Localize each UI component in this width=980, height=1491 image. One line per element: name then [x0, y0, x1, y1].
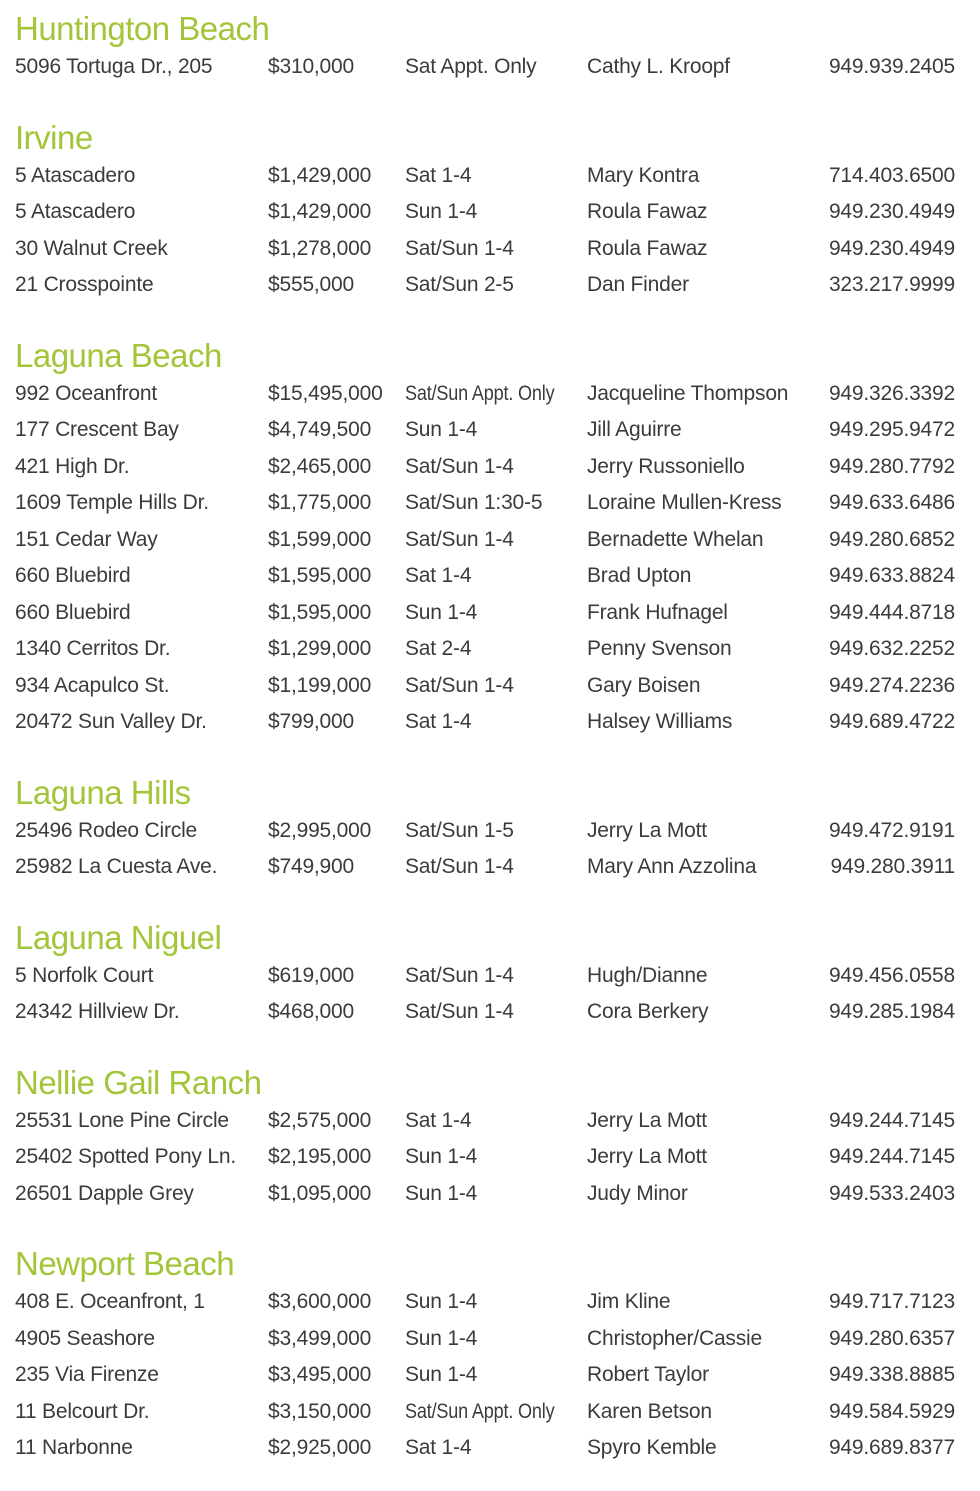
listing-time: Sat/Sun 1-4: [405, 1000, 514, 1024]
listing-agent: Loraine Mullen-Kress: [587, 491, 782, 515]
listing-agent: Jerry Russoniello: [587, 454, 745, 478]
listing-price: $555,000: [268, 273, 354, 297]
listing-agent: Jerry La Mott: [587, 818, 707, 842]
listing-phone: 949.280.3911: [830, 855, 955, 879]
listing-time: Sat 2-4: [405, 637, 472, 661]
listing-agent: Jill Aguirre: [587, 418, 682, 442]
listing-agent: Jerry La Mott: [587, 1145, 707, 1169]
listing-row: [15, 485, 955, 522]
listing-price: $1,299,000: [268, 637, 372, 661]
city-section: [15, 335, 955, 741]
listing-row: [15, 558, 955, 595]
section-rows: [15, 958, 955, 1031]
listing-phone: 949.472.9191: [828, 818, 955, 842]
listing-row: [15, 849, 955, 886]
listing-agent: Brad Upton: [587, 564, 692, 588]
listing-agent: Cathy L. Kroopf: [587, 55, 730, 79]
listing-phone: 949.230.4949: [828, 236, 955, 260]
listing-time: Sat/Sun 1-4: [405, 673, 514, 697]
listing-row: [15, 1176, 955, 1213]
section-rows: [15, 158, 955, 304]
city-section: [15, 1062, 955, 1213]
listing-agent: Karen Betson: [587, 1399, 712, 1423]
listing-agent: Gary Boisen: [587, 673, 701, 697]
listing-phone: 949.295.9472: [828, 418, 955, 442]
listing-phone: 949.689.8377: [828, 1436, 955, 1460]
listing-price: $1,199,000: [268, 673, 372, 697]
listing-row: [15, 595, 955, 632]
listing-address: 25402 Spotted Pony Ln.: [15, 1145, 236, 1169]
listing-address: 24342 Hillview Dr.: [15, 1000, 180, 1024]
listing-phone: 949.338.8885: [828, 1363, 955, 1387]
listing-address: 177 Crescent Bay: [15, 418, 179, 442]
listing-time: Sat 1-4: [405, 163, 472, 187]
listing-price: $4,749,500: [268, 418, 372, 442]
city-heading: Newport Beach: [15, 1245, 235, 1282]
listing-agent: Bernadette Whelan: [587, 527, 764, 551]
listing-time: Sun 1-4: [405, 200, 478, 224]
city-heading: Laguna Beach: [15, 336, 222, 374]
listing-price: $1,595,000: [268, 564, 372, 588]
city-heading: Irvine: [15, 118, 93, 156]
listing-address: 4905 Seashore: [15, 1326, 155, 1350]
listing-time: Sat/Sun 1:30-5: [405, 491, 543, 515]
listing-price: $1,599,000: [268, 527, 372, 551]
listing-phone: 949.689.4722: [828, 710, 955, 734]
listing-agent: Judy Minor: [587, 1181, 688, 1205]
listing-time: Sat/Sun 1-5: [405, 818, 514, 842]
listing-address: 5096 Tortuga Dr., 205: [15, 55, 213, 79]
listing-time: Sat/Sun 1-4: [405, 963, 514, 987]
listing-row: [15, 704, 955, 741]
listing-phone: 323.217.9999: [828, 273, 955, 297]
listing-time: Sat/Sun 1-4: [405, 454, 514, 478]
city-heading: Nellie Gail Ranch: [15, 1063, 262, 1101]
listing-phone: 949.285.1984: [828, 1000, 955, 1024]
listing-row: [15, 1357, 955, 1394]
listing-agent: Dan Finder: [587, 273, 689, 297]
listing-time: Sun 1-4: [405, 1290, 478, 1314]
listing-phone: 949.280.6357: [828, 1326, 955, 1350]
listing-price: $3,499,000: [268, 1326, 372, 1350]
listing-row: [15, 49, 955, 86]
listing-address: 408 E. Oceanfront, 1: [15, 1290, 205, 1314]
listing-address: 11 Belcourt Dr.: [15, 1399, 150, 1423]
listing-row: [15, 449, 955, 486]
listing-address: 25496 Rodeo Circle: [15, 818, 198, 842]
listing-time: Sat Appt. Only: [405, 55, 537, 79]
listing-address: 30 Walnut Creek: [15, 236, 168, 260]
listing-phone: 949.633.6486: [828, 491, 955, 515]
listing-row: [15, 1394, 955, 1431]
listing-phone: 949.939.2405: [828, 55, 955, 79]
listing-agent: Mary Kontra: [587, 163, 700, 187]
city-heading: Laguna Niguel: [15, 918, 222, 956]
listing-address: 5 Atascadero: [15, 163, 136, 187]
listing-agent: Jim Kline: [587, 1290, 671, 1314]
listing-price: $3,600,000: [268, 1290, 372, 1314]
listing-agent: Christopher/Cassie: [587, 1326, 762, 1350]
listing-agent: Spyro Kemble: [587, 1436, 717, 1460]
listing-row: [15, 1139, 955, 1176]
listing-address: 26501 Dapple Grey: [15, 1181, 194, 1205]
listing-price: $3,495,000: [268, 1363, 372, 1387]
listing-row: [15, 194, 955, 231]
city-heading: Huntington Beach: [15, 10, 270, 47]
listing-price: $3,150,000: [268, 1399, 372, 1423]
listing-price: $2,575,000: [268, 1108, 372, 1132]
listing-agent: Roula Fawaz: [587, 200, 708, 224]
listing-phone: 949.326.3392: [828, 381, 955, 405]
listing-agent: Mary Ann Azzolina: [587, 855, 757, 879]
listing-address: 1609 Temple Hills Dr.: [15, 491, 209, 515]
listing-phone: 949.230.4949: [828, 200, 955, 224]
section-rows: [15, 49, 955, 86]
listing-price: $1,278,000: [268, 236, 372, 260]
listing-address: 20472 Sun Valley Dr.: [15, 710, 207, 734]
listing-phone: 949.717.7123: [828, 1290, 955, 1314]
listing-price: $619,000: [268, 963, 354, 987]
listing-phone: 949.584.5929: [828, 1399, 955, 1423]
listing-price: $2,925,000: [268, 1436, 372, 1460]
listing-phone: 949.274.2236: [828, 673, 955, 697]
listing-price: $310,000: [268, 55, 354, 79]
listing-row: [15, 1284, 955, 1321]
listing-price: $1,429,000: [268, 163, 372, 187]
listing-time: Sat/Sun Appt. Only: [405, 381, 555, 405]
listing-row: [15, 631, 955, 668]
listing-row: [15, 1103, 955, 1140]
listing-phone: 949.244.7145: [828, 1145, 955, 1169]
listing-agent: Jerry La Mott: [587, 1108, 707, 1132]
listing-address: 421 High Dr.: [15, 454, 130, 478]
listing-price: $2,465,000: [268, 454, 372, 478]
listing-address: 934 Acapulco St.: [15, 673, 170, 697]
listing-time: Sat/Sun Appt. Only: [405, 1399, 555, 1423]
section-rows: [15, 1284, 955, 1467]
listing-row: [15, 376, 955, 413]
listing-time: Sun 1-4: [405, 1145, 478, 1169]
listing-address: 992 Oceanfront: [15, 381, 157, 405]
listing-row: [15, 158, 955, 195]
listing-address: 235 Via Firenze: [15, 1363, 159, 1387]
listing-address: 660 Bluebird: [15, 600, 131, 624]
listing-phone: 949.244.7145: [828, 1108, 955, 1132]
listing-time: Sat 1-4: [405, 1108, 472, 1132]
listing-address: 151 Cedar Way: [15, 527, 158, 551]
listing-time: Sat 1-4: [405, 1436, 472, 1460]
listing-phone: 714.403.6500: [828, 163, 955, 187]
listing-price: $2,195,000: [268, 1145, 372, 1169]
listing-price: $1,775,000: [268, 491, 372, 515]
listing-agent: Roula Fawaz: [587, 236, 708, 260]
listing-address: 1340 Cerritos Dr.: [15, 637, 171, 661]
city-heading: Laguna Hills: [15, 773, 191, 811]
listing-time: Sun 1-4: [405, 418, 478, 442]
listing-row: [15, 412, 955, 449]
listing-row: [15, 958, 955, 995]
listing-time: Sat/Sun 1-4: [405, 855, 514, 879]
section-rows: [15, 813, 955, 886]
city-section: [15, 772, 955, 886]
listing-price: $15,495,000: [268, 381, 383, 405]
city-section: [15, 917, 955, 1031]
listing-agent: Jacqueline Thompson: [587, 381, 789, 405]
section-rows: [15, 1103, 955, 1213]
listing-time: Sat/Sun 1-4: [405, 236, 514, 260]
listing-row: [15, 994, 955, 1031]
listing-time: Sat 1-4: [405, 710, 472, 734]
listing-address: 5 Norfolk Court: [15, 963, 154, 987]
listing-phone: 949.456.0558: [828, 963, 955, 987]
listing-time: Sat/Sun 1-4: [405, 527, 514, 551]
listing-address: 660 Bluebird: [15, 564, 131, 588]
city-section: [15, 8, 955, 86]
listing-address: 5 Atascadero: [15, 200, 136, 224]
listing-address: 11 Narbonne: [15, 1436, 133, 1460]
city-section: [15, 117, 955, 304]
listing-time: Sun 1-4: [405, 1181, 478, 1205]
listing-phone: 949.280.6852: [828, 527, 955, 551]
listing-price: $1,095,000: [268, 1181, 372, 1205]
listing-time: Sun 1-4: [405, 600, 478, 624]
listing-price: $468,000: [268, 1000, 354, 1024]
listing-phone: 949.533.2403: [828, 1181, 955, 1205]
listing-time: Sat/Sun 2-5: [405, 273, 514, 297]
section-rows: [15, 376, 955, 741]
listing-address: 25531 Lone Pine Circle: [15, 1108, 229, 1132]
listing-phone: 949.280.7792: [828, 454, 955, 478]
city-section: [15, 1243, 955, 1467]
listing-row: [15, 231, 955, 268]
listing-price: $1,595,000: [268, 600, 372, 624]
listing-agent: Penny Svenson: [587, 637, 732, 661]
listing-agent: Halsey Williams: [587, 710, 733, 734]
listing-price: $2,995,000: [268, 818, 372, 842]
listing-phone: 949.633.8824: [828, 564, 955, 588]
listing-time: Sun 1-4: [405, 1363, 478, 1387]
listing-row: [15, 1430, 955, 1467]
listing-time: Sat 1-4: [405, 564, 472, 588]
listing-row: [15, 1321, 955, 1358]
listing-price: $749,900: [268, 855, 354, 879]
listing-phone: 949.632.2252: [828, 637, 955, 661]
listing-address: 25982 La Cuesta Ave.: [15, 855, 218, 879]
listing-row: [15, 668, 955, 705]
listing-phone: 949.444.8718: [828, 600, 955, 624]
listing-agent: Frank Hufnagel: [587, 600, 728, 624]
listing-address: 21 Crosspointe: [15, 273, 154, 297]
listing-agent: Robert Taylor: [587, 1363, 709, 1387]
listing-agent: Hugh/Dianne: [587, 963, 708, 987]
listing-row: [15, 522, 955, 559]
listing-price: $1,429,000: [268, 200, 372, 224]
listing-price: $799,000: [268, 710, 354, 734]
listing-row: [15, 267, 955, 304]
listing-time: Sun 1-4: [405, 1326, 478, 1350]
listing-agent: Cora Berkery: [587, 1000, 709, 1024]
listing-row: [15, 813, 955, 850]
